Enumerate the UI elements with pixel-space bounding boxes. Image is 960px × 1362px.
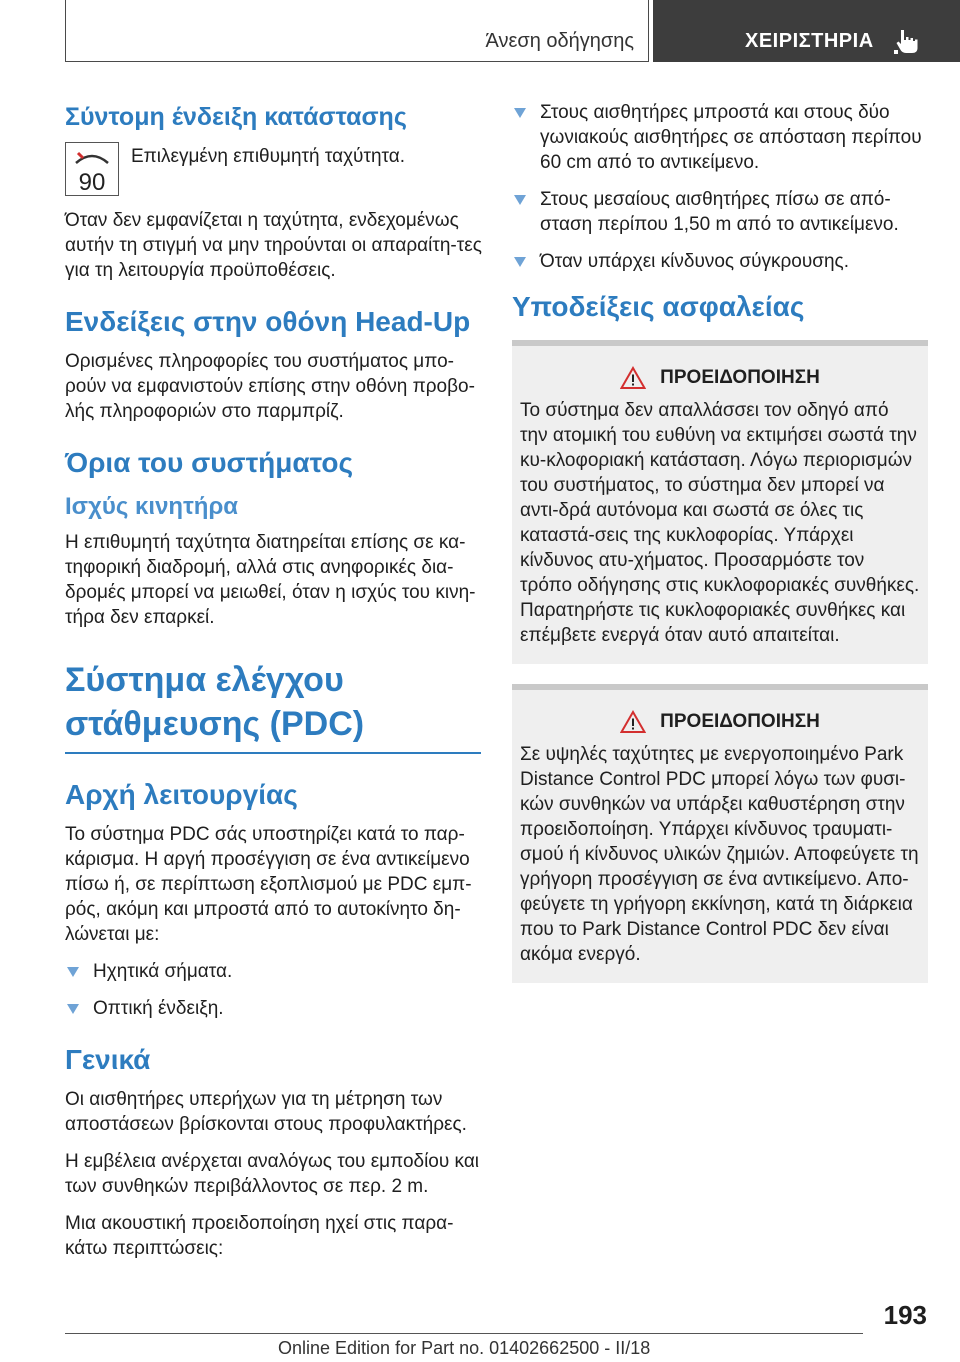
bullet-triangle-icon bbox=[514, 257, 526, 267]
signal-bullet-list bbox=[65, 959, 483, 1021]
heading-short-status: Σύντομη ένδειξη κατάστασης bbox=[65, 103, 407, 131]
footer-rule bbox=[65, 1333, 863, 1334]
speed-display-row bbox=[65, 142, 483, 196]
header-section-box bbox=[65, 0, 649, 62]
left-column bbox=[65, 100, 483, 1273]
warning-triangle-icon bbox=[620, 366, 646, 390]
warning-box-1 bbox=[512, 340, 928, 664]
warning-header bbox=[520, 366, 920, 390]
warning-header bbox=[520, 710, 920, 734]
warning-triangle-icon bbox=[620, 710, 646, 734]
warning-title: ΠΡΟΕΙΔΟΠΟΙΗΣΗ bbox=[660, 711, 820, 732]
right-column bbox=[512, 100, 928, 1003]
list-item: Στους αισθητήρες μπροστά και στους δύο γωνιακούς αισθητήρες σε απόσταση περίπου 60 cm από το αντικείμενο. bbox=[512, 100, 928, 175]
paragraph-engine-power: Η επιθυμητή ταχύτητα διατηρείται επίσης σε κα-τηφορική διαδρομή, αλλά στις ανηφορικές δια-δρομές μπορεί να μειωθεί, όταν η ισχύς του κινη-τήρα δεν επαρκεί. bbox=[65, 532, 476, 628]
heading-engine-power: Ισχύς κινητήρα bbox=[65, 493, 239, 520]
warning-text: Το σύστημα δεν απαλλάσσει τον οδηγό από την ατομική του ευθύνη να εκτιμήσει σωστά την κυ-κλοφοριακή κατάσταση. Λόγω περιορισμών του συστήματος, το σύστημα δεν μπορεί να αντι-δρά αυτόνομα και σωστά σε όλες τις καταστά-σεις της κυκλοφορίας. Υπάρχει κίνδυνος ατυ-χήματος. Προσαρμόστε τον τρόπο οδήγησης στις κυκλοφοριακές συνθήκες. Παρατηρήστε τις κυκλοφοριακές συνθήκες και επέμβετε ενεργά όταν αυτό απαιτείται. bbox=[520, 400, 920, 646]
heading-general: Γενικά bbox=[65, 1043, 151, 1075]
bullet-triangle-icon bbox=[67, 1004, 79, 1014]
heading-pdc bbox=[65, 658, 483, 746]
heading-safety: Υποδείξεις ασφαλείας bbox=[512, 291, 805, 322]
hand-pointer-icon bbox=[893, 26, 923, 56]
bullet-triangle-icon bbox=[514, 108, 526, 118]
warning-cases-list bbox=[512, 100, 928, 274]
warning-box-2 bbox=[512, 684, 928, 983]
bullet-triangle-icon bbox=[67, 967, 79, 977]
speed-caption: Επιλεγμένη επιθυμητή ταχύτητα. bbox=[131, 146, 406, 167]
list-item: Στους μεσαίους αισθητήρες πίσω σε από-σταση περίπου 1,50 m από το αντικείμενο. bbox=[512, 187, 928, 237]
speed-icon-value: 90 bbox=[78, 169, 106, 195]
paragraph-head-up: Ορισμένες πληροφορίες του συστήματος μπο-ρούν να εμφανιστούν επίσης στην οθόνη προβο-λής πληροφοριών στο παρμπρίζ. bbox=[65, 351, 475, 422]
manual-label: ΧΕΙΡΙΣΤΗΡΙΑ bbox=[745, 30, 874, 52]
list-item: Οπτική ένδειξη. bbox=[65, 996, 483, 1021]
heading-pdc-line1: Σύστημα ελέγχου bbox=[65, 661, 344, 699]
heading-pdc-line2: στάθμευσης (PDC) bbox=[65, 705, 365, 743]
paragraph-speed-note: Όταν δεν εμφανίζεται η ταχύτητα, ενδεχομένως αυτήν τη στιγμή να μην τηρούνται οι απαραίτη-τες για τη λειτουργία προϋποθέσεις. bbox=[65, 210, 482, 281]
section-divider bbox=[65, 752, 481, 754]
heading-system-limits: Όρια του συστήματος bbox=[65, 447, 354, 478]
paragraph-general-2: Η εμβέλεια ανέρχεται αναλόγως του εμποδίου και των συνθηκών περιβάλλοντος σε περ. 2 m. bbox=[65, 1150, 480, 1197]
heading-principle: Αρχή λειτουργίας bbox=[65, 778, 298, 810]
section-title: Άνεση οδήγησης bbox=[485, 30, 634, 52]
paragraph-general-3: Μια ακουστική προειδοποίηση ηχεί στις παρα-κάτω περιπτώσεις: bbox=[65, 1212, 454, 1259]
page-number: 193 bbox=[883, 1300, 927, 1330]
paragraph-general-1: Οι αισθητήρες υπερήχων για τη μέτρηση των αποστάσεων βρίσκονται στους προφυλακτήρες. bbox=[65, 1088, 467, 1135]
warning-title: ΠΡΟΕΙΔΟΠΟΙΗΣΗ bbox=[660, 367, 820, 388]
list-item: Ηχητικά σήματα. bbox=[65, 959, 483, 984]
bullet-triangle-icon bbox=[514, 195, 526, 205]
list-item: Όταν υπάρχει κίνδυνος σύγκρουσης. bbox=[512, 249, 928, 274]
paragraph-principle: Το σύστημα PDC σάς υποστηρίζει κατά το παρ-κάρισμα. Η αργή προσέγγιση σε ένα αντικείμενο πίσω ή, σε περίπτωση εξοπλισμού με PDC εμπ-ρός, ακόμη και μπροστά από το αυτοκίνητο δη-λώνεται με: bbox=[65, 823, 472, 945]
heading-head-up: Ενδείξεις στην οθόνη Head-Up bbox=[65, 306, 471, 337]
header-manual-tab bbox=[653, 0, 960, 62]
footer-edition: Online Edition for Part no. 01402662500 - II/18 bbox=[278, 1338, 651, 1358]
speedometer-90-icon bbox=[65, 142, 119, 196]
warning-text: Σε υψηλές ταχύτητες με ενεργοποιημένο Park Distance Control PDC μπορεί λόγω των φυσι-κών συνθηκών να υπάρξει καθυστέρηση στην προειδοποίηση. Υπάρχει κίνδυνος τραυματι-σμού ή κίνδυνος υλικών ζημιών. Αποφεύγετε τη γρήγορη προσέγγιση σε ένα αντικείμενο. Απο-φεύγετε τη γρήγορη εκκίνηση, κατά τη διάρκεια που το Park Distance Control PDC δεν είναι ακόμα ενεργό. bbox=[520, 744, 919, 965]
